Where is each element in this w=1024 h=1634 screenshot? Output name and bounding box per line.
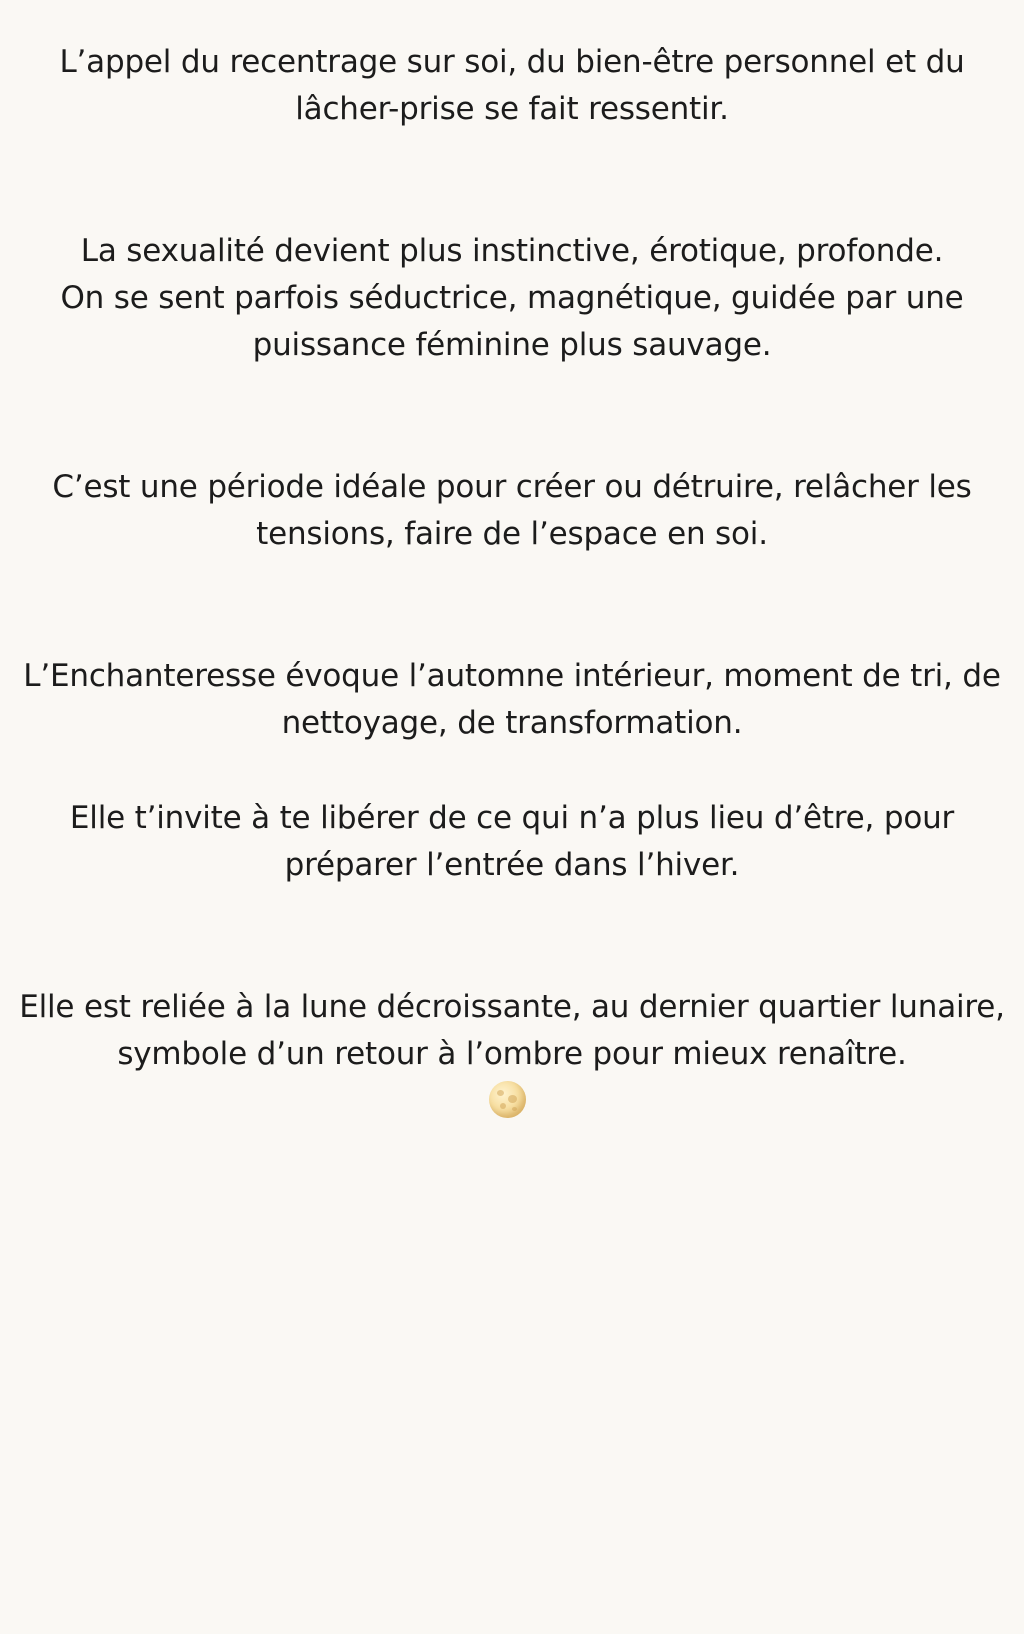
paragraph-line: Elle est reliée à la lune décroissante, au dernier quartier lunaire, <box>19 989 1005 1025</box>
paragraph-line: La sexualité devient plus instinctive, érotique, profonde. <box>80 233 944 269</box>
moon-crater <box>500 1103 506 1109</box>
paragraph-inner-autumn <box>0 653 1024 747</box>
paragraph-line: On se sent parfois séductrice, magnétique, guidée par une <box>60 280 964 316</box>
paragraph-line: tensions, faire de l’espace en soi. <box>256 516 768 552</box>
moon-crater <box>497 1090 504 1096</box>
moon-crater <box>512 1107 517 1111</box>
paragraph-line: C’est une période idéale pour créer ou détruire, relâcher les <box>52 469 972 505</box>
paragraph-self-centering <box>0 39 1024 133</box>
paragraph-line: puissance féminine plus sauvage. <box>252 327 772 363</box>
paragraph-line: L’Enchanteresse évoque l’automne intérieur, moment de tri, de <box>23 658 1001 694</box>
paragraph-line: symbole d’un retour à l’ombre pour mieux renaître. <box>117 1036 907 1072</box>
paragraph-waning-moon <box>0 984 1024 1078</box>
paragraph-line: nettoyage, de transformation. <box>281 705 743 741</box>
paragraph-ideal-period <box>0 464 1024 558</box>
paragraph-line: L’appel du recentrage sur soi, du bien-être personnel et du <box>59 44 965 80</box>
full-moon-icon <box>489 1081 526 1118</box>
paragraph-invitation <box>0 795 1024 889</box>
paragraph-line: Elle t’invite à te libérer de ce qui n’a plus lieu d’être, pour <box>69 800 955 836</box>
moon-crater <box>508 1095 517 1103</box>
paragraph-line: lâcher-prise se fait ressentir. <box>295 91 729 127</box>
paragraph-line: préparer l’entrée dans l’hiver. <box>284 847 740 883</box>
paragraph-sexuality <box>0 228 1024 369</box>
